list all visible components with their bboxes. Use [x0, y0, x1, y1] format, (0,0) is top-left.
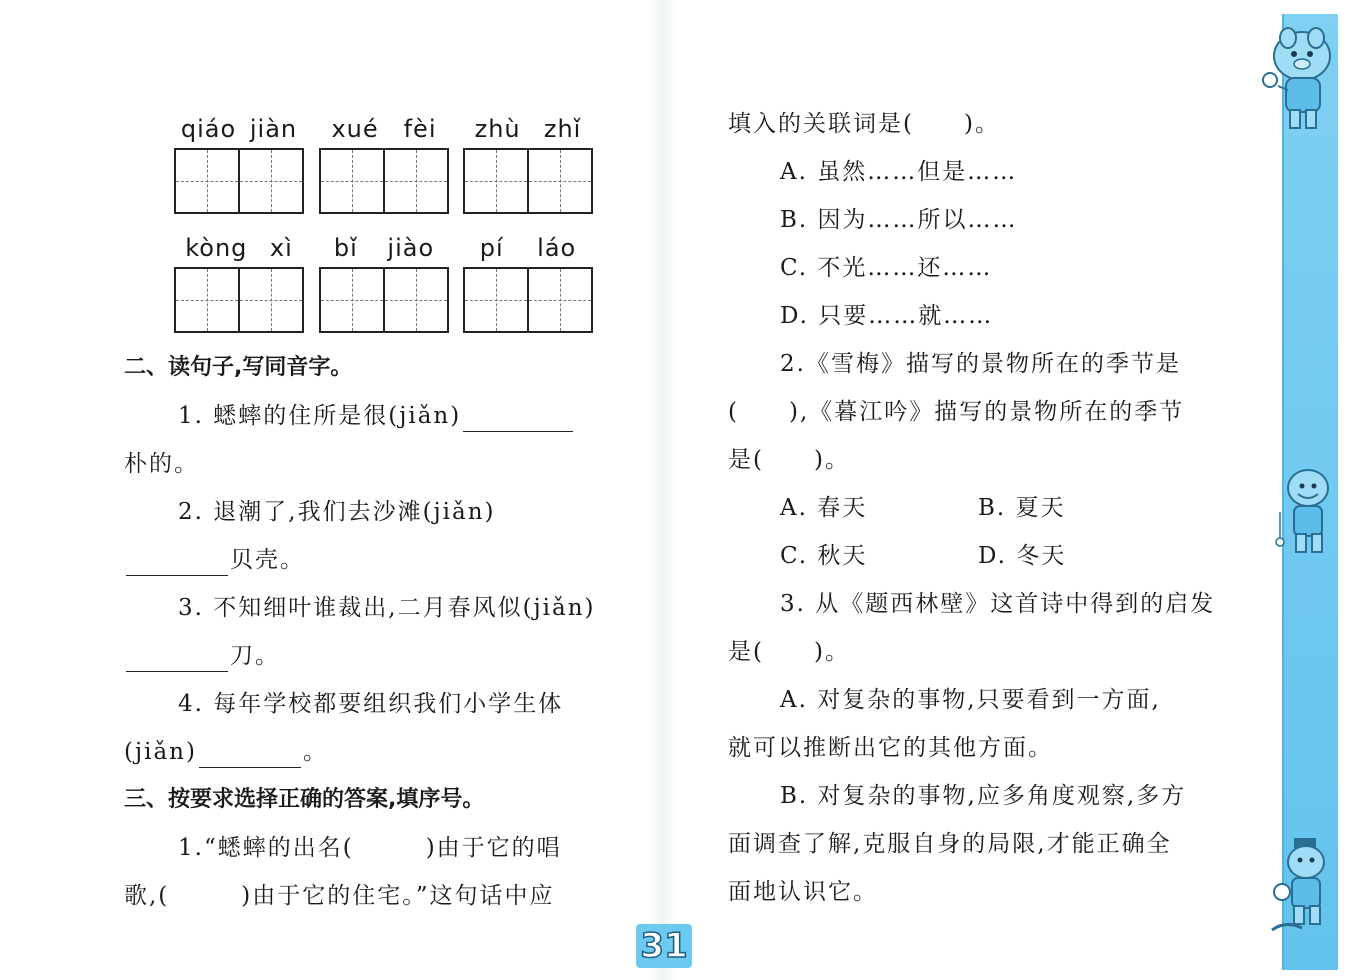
r-q1-option-d[interactable]: D. 只要……就……	[780, 303, 994, 329]
pinyin-label: qiáo jiàn	[180, 115, 298, 143]
s2-q2-line1: 2. 退潮了,我们去沙滩(jiǎn)	[178, 499, 496, 525]
answer-blank[interactable]	[126, 645, 228, 672]
pinyin-box-4	[174, 233, 304, 333]
pinyin-box-1	[174, 114, 304, 214]
pinyin-label: xué fèi	[331, 115, 437, 143]
answer-blank[interactable]	[463, 405, 573, 432]
r-q1-option-a[interactable]: A. 虽然……但是……	[780, 159, 1018, 185]
r-q1-tail: 填入的关联词是( )。	[728, 111, 1000, 137]
s2-q1-line2: 朴的。	[124, 451, 199, 477]
pinyin-label: kòng xì	[185, 234, 293, 262]
r-q3-line2: 是( )。	[728, 639, 850, 665]
r-q1-option-b[interactable]: B. 因为……所以……	[780, 207, 1018, 233]
writing-grid[interactable]	[319, 267, 449, 333]
pinyin-box-3	[463, 114, 593, 214]
pinyin-label: zhù zhǐ	[474, 115, 582, 143]
page-gutter	[648, 0, 678, 980]
pinyin-label: bǐ jiào	[333, 234, 435, 262]
dog-mascot-icon	[1268, 462, 1342, 562]
r-q2-option-a[interactable]: A. 春天	[780, 495, 868, 521]
s2-q2-line2: 贝壳。	[124, 544, 305, 576]
s3-q1-line1: 1.“蟋蟀的出名( )由于它的唱	[178, 835, 562, 861]
r-q1-option-c[interactable]: C. 不光……还……	[780, 255, 993, 281]
r-q2-option-b[interactable]: B. 夏天	[978, 495, 1066, 521]
r-q3-line1: 3. 从《题西林壁》这首诗中得到的启发	[780, 591, 1216, 617]
mouse-mascot-icon	[1266, 834, 1342, 940]
writing-grid[interactable]	[174, 148, 304, 214]
s2-q3-line2: 刀。	[124, 640, 280, 672]
s2-q4-line2: (jiǎn) 。	[124, 736, 328, 768]
writing-grid[interactable]	[463, 267, 593, 333]
s2-q1-line1: 1. 蟋蟀的住所是很(jiǎn)	[178, 400, 575, 432]
r-q3-option-a-2: 就可以推断出它的其他方面。	[728, 735, 1053, 761]
writing-grid[interactable]	[463, 148, 593, 214]
r-q3-option-b-1[interactable]: B. 对复杂的事物,应多角度观察,多方	[780, 783, 1187, 809]
writing-grid[interactable]	[319, 148, 449, 214]
r-q3-option-b-2: 面调查了解,克服自身的局限,才能正确全	[728, 831, 1172, 857]
r-q2-option-c[interactable]: C. 秋天	[780, 543, 868, 569]
r-q3-option-b-3: 面地认识它。	[728, 879, 878, 905]
pinyin-box-5	[319, 233, 449, 333]
pinyin-label: pí láo	[479, 234, 577, 262]
section3-heading: 三、按要求选择正确的答案,填序号。	[124, 787, 485, 812]
s3-q1-line2: 歌,( )由于它的住宅。”这句话中应	[124, 883, 555, 909]
answer-blank[interactable]	[199, 741, 301, 768]
r-q2-option-d[interactable]: D. 冬天	[978, 543, 1067, 569]
pinyin-box-6	[463, 233, 593, 333]
page-number: 31	[636, 924, 692, 968]
pig-mascot-icon	[1256, 18, 1342, 136]
s2-q3-line1: 3. 不知细叶谁裁出,二月春风似(jiǎn)	[178, 595, 596, 621]
writing-grid[interactable]	[174, 267, 304, 333]
answer-blank[interactable]	[126, 549, 228, 576]
section2-heading: 二、读句子,写同音字。	[124, 355, 353, 380]
r-q2-line2: ( ),《暮江吟》描写的景物所在的季节	[728, 399, 1185, 425]
r-q2-line1: 2.《雪梅》描写的景物所在的季节是	[780, 351, 1181, 377]
s2-q4-line1: 4. 每年学校都要组织我们小学生体	[178, 691, 564, 717]
r-q3-option-a-1[interactable]: A. 对复杂的事物,只要看到一方面,	[780, 687, 1161, 713]
r-q2-line3: 是( )。	[728, 447, 850, 473]
pinyin-box-2	[319, 114, 449, 214]
